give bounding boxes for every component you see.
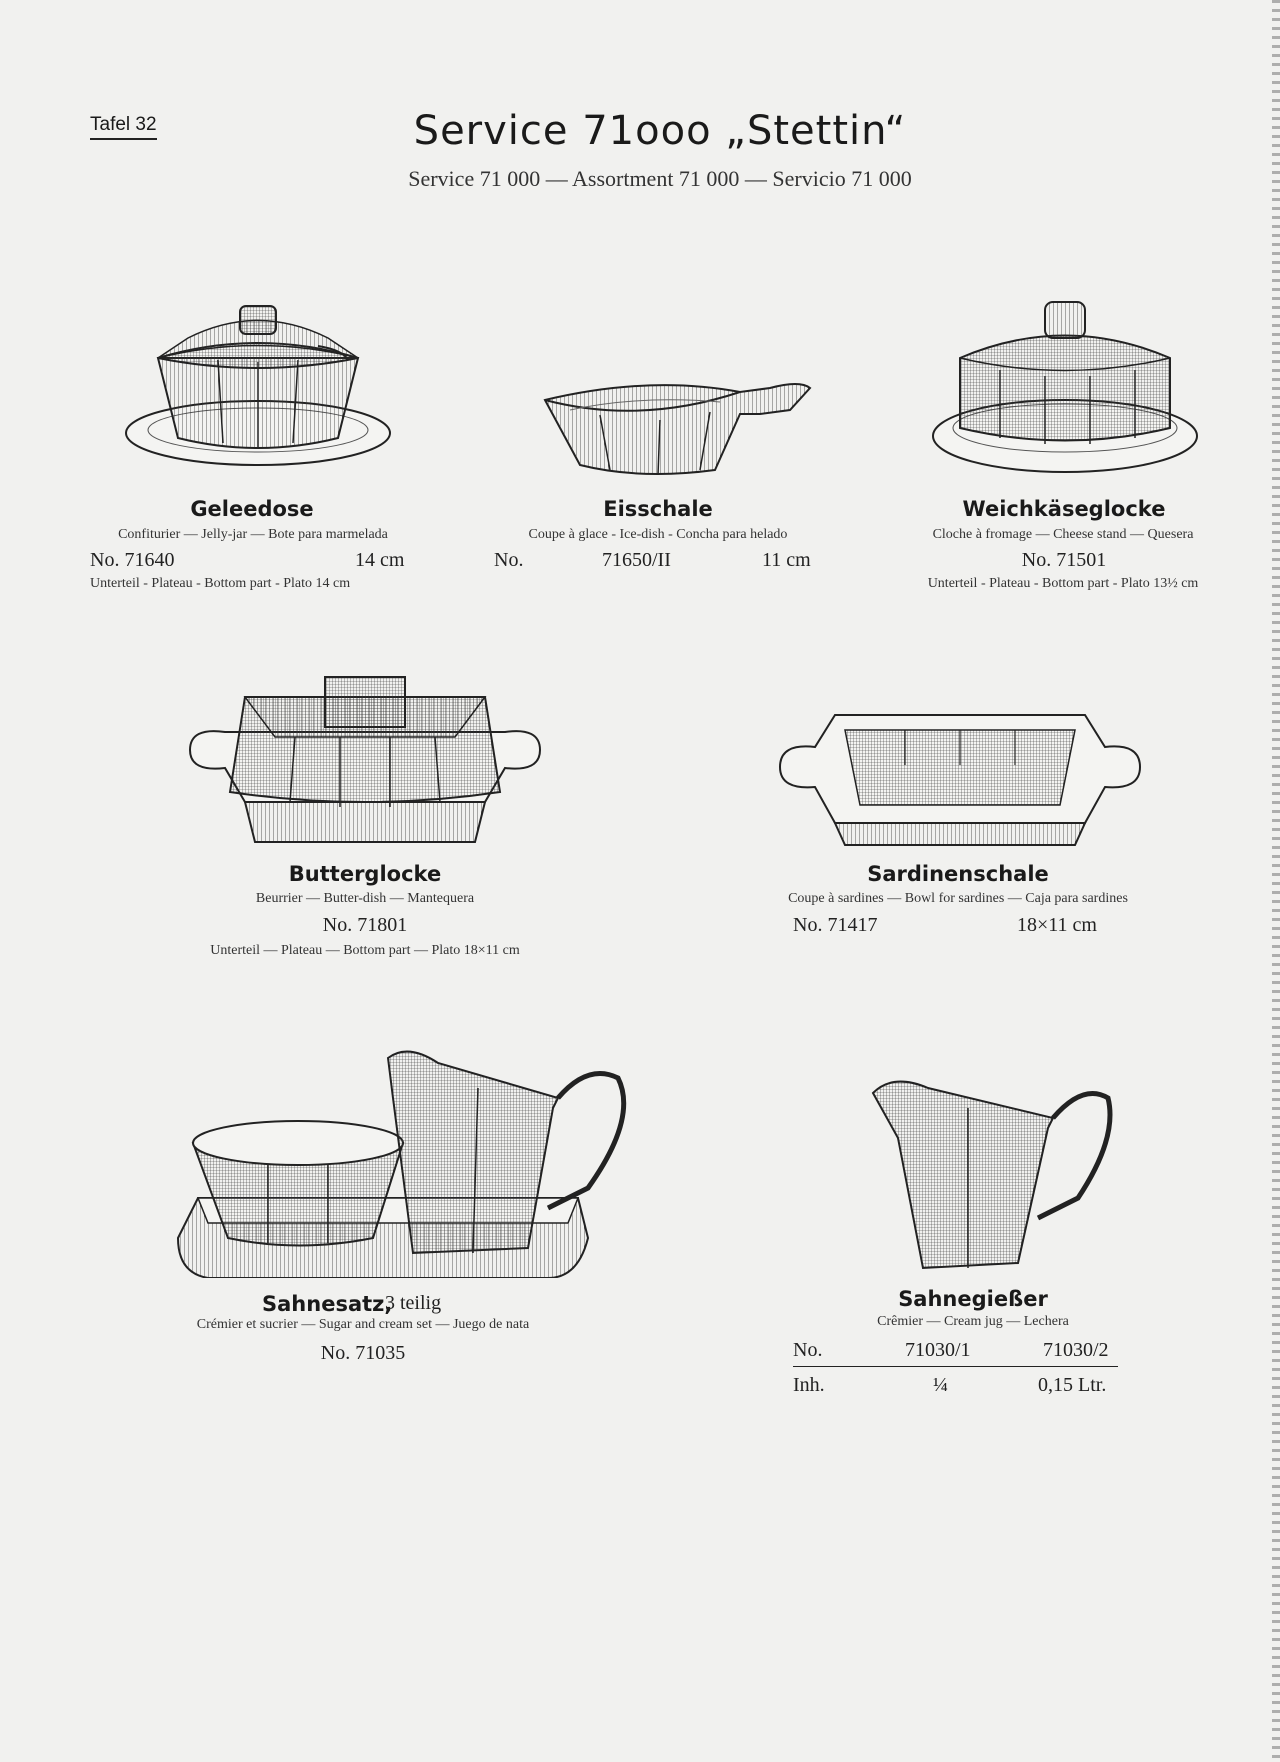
item-translations-butterglocke: Beurrier — Butter-dish — Mantequera xyxy=(255,891,475,906)
plate-number: Tafel 32 xyxy=(90,114,157,140)
cream-jug-illustration xyxy=(868,1068,1118,1278)
ice-dish-illustration xyxy=(540,370,820,480)
spec-divider xyxy=(793,1366,1118,1367)
cream-set-illustration xyxy=(168,1038,638,1278)
item-translations-sahnegiesser: Crêmier — Cream jug — Lechera xyxy=(877,1314,1069,1329)
item-number-sardinenschale: No. 71417 xyxy=(793,914,878,936)
item-translations-geleedose: Confiturier — Jelly-jar — Bote para marmelada xyxy=(118,527,388,542)
item-translations-eisschale: Coupe à glace - Ice-dish - Concha para helado xyxy=(528,527,788,542)
spec-col2-number: 71030/2 xyxy=(1043,1339,1109,1361)
sahnegiesser-spec-table xyxy=(793,1339,1118,1409)
item-plate-note-geleedose: Unterteil - Plateau - Bottom part - Plato 14 cm xyxy=(90,576,351,591)
item-size-geleedose: 14 cm xyxy=(355,549,405,571)
item-number-butterglocke: No. 71801 xyxy=(322,914,408,936)
spec-inh-label: Inh. xyxy=(793,1374,825,1396)
item-plate-note-butterglocke: Unterteil — Plateau — Bottom part — Plato 18×11 cm xyxy=(210,943,520,958)
item-name-sardinenschale: Sardinenschale xyxy=(867,862,1049,886)
item-number-geleedose: No. 71640 xyxy=(90,549,175,571)
page-edge-binding xyxy=(1272,0,1280,1762)
spec-val1: ¼ xyxy=(933,1374,948,1396)
spec-no-label: No. xyxy=(793,1339,823,1361)
item-number-label-eisschale: No. xyxy=(494,549,524,571)
page-title: Service 71ooo „Stettin“ xyxy=(413,108,907,154)
spec-val2: 0,15 Ltr. xyxy=(1038,1374,1107,1396)
item-number-eisschale: 71650/II xyxy=(602,549,671,571)
item-name-weichkaese: Weichkäseglocke xyxy=(962,497,1166,521)
item-number-sahnesatz: No. 71035 xyxy=(320,1342,406,1364)
item-plate-note-weichkaese: Unterteil - Plateau - Bottom part - Plato 13½ cm xyxy=(927,576,1199,591)
item-number-weichkaese: No. 71501 xyxy=(1021,549,1107,571)
item-size-sardinenschale: 18×11 cm xyxy=(1017,914,1097,936)
item-translations-weichkaese: Cloche à fromage — Cheese stand — Quesera xyxy=(932,527,1194,542)
item-name-suffix-sahnesatz: 3 teilig xyxy=(385,1292,442,1314)
item-name-sahnesatz: Sahnesatz, xyxy=(262,1292,393,1316)
page-subtitle: Service 71 000 — Assortment 71 000 — Servicio 71 000 xyxy=(408,166,912,191)
item-name-eisschale: Eisschale xyxy=(603,497,713,521)
item-name-sahnegiesser: Sahnegießer xyxy=(898,1287,1048,1311)
item-name-geleedose: Geleedose xyxy=(190,497,314,521)
spec-col1-number: 71030/1 xyxy=(905,1339,971,1361)
item-translations-sahnesatz: Crémier et sucrier — Sugar and cream set — Juego de nata xyxy=(196,1317,530,1332)
item-translations-sardinenschale: Coupe à sardines — Bowl for sardines — Caja para sardines xyxy=(788,891,1128,906)
butter-dish-illustration xyxy=(185,672,545,852)
item-name-butterglocke: Butterglocke xyxy=(288,862,442,886)
cheese-stand-illustration xyxy=(925,298,1205,483)
sardine-bowl-illustration xyxy=(775,705,1145,850)
item-size-eisschale: 11 cm xyxy=(762,549,811,571)
jelly-jar-illustration xyxy=(118,298,398,483)
